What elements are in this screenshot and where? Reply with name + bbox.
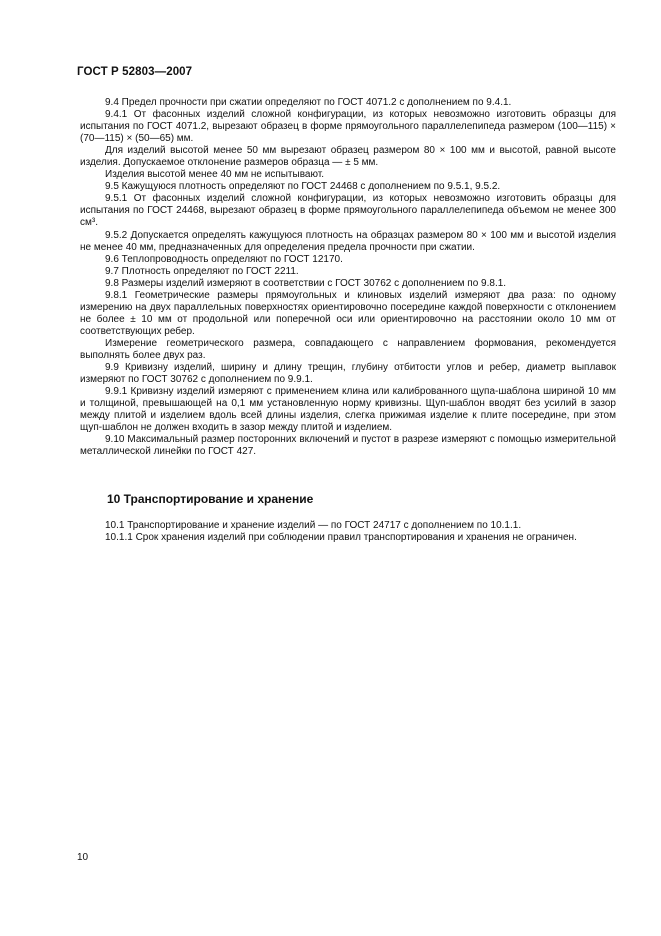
paragraph: 9.5.2 Допускается определять кажущуюся плотность на образцах размером 80 × 100 мм и высотой изделия не менее 40 мм, предназначенных для определения предела прочности при сжатии. bbox=[80, 229, 616, 253]
paragraph: 9.9.1 Кривизну изделий измеряют с применением клина или калиброванного щупа-шаблона шириной 10 мм и толщиной, превышающей на 0,1 мм установленную норму кривизны. Щуп-шаблон вводят без усилий в зазор между плитой и изделием вдоль всей длины изделия, слегка прижимая изделие к плите посередине, при этом щуп-шаблон не должен входить в зазор между плитой и изделием. bbox=[80, 386, 616, 434]
paragraph: 9.7 Плотность определяют по ГОСТ 2211. bbox=[105, 265, 299, 277]
paragraph: 9.5 Кажущуюся плотность определяют по ГОСТ 24468 с дополнением по 9.5.1, 9.5.2. bbox=[105, 181, 501, 193]
paragraph: 9.9 Кривизну изделий, ширину и длину трещин, глубину отбитости углов и ребер, диаметр выплавок измеряют по ГОСТ 30762 с дополнением по 9.9.1. bbox=[80, 362, 616, 386]
section-9-body bbox=[80, 97, 616, 458]
paragraph: 9.8.1 Геометрические размеры прямоугольных и клиновых изделий измеряют два раза: по одному измерению на двух параллельных поверхностях ориентировочно посередине каждой поверхности с отклонением не более ± 10 мм от продольной или поперечной оси или ориентировочно на расстоянии около 10 мм от соответствующих ребер. bbox=[80, 289, 616, 337]
paragraph: 9.10 Максимальный размер посторонних включений и пустот в разрезе измеряют с помощью измерительной металлической линейки по ГОСТ 427. bbox=[80, 434, 616, 458]
paragraph: 10.1 Транспортирование и хранение изделий — по ГОСТ 24717 с дополнением по 10.1.1. bbox=[105, 520, 522, 531]
section-10-title: 10 Транспортирование и хранение bbox=[107, 492, 314, 506]
paragraph: 10.1.1 Срок хранения изделий при соблюдении правил транспортирования и хранения не ограничен. bbox=[105, 532, 577, 544]
section-10-body bbox=[80, 520, 616, 544]
paragraph: Изделия высотой менее 40 мм не испытывают. bbox=[105, 169, 324, 181]
paragraph: Для изделий высотой менее 50 мм вырезают образец размером 80 × 100 мм и высотой, равной высоте изделия. Допускаемое отклонение размеров образца — ± 5 мм. bbox=[80, 145, 616, 169]
paragraph: 9.5.1 От фасонных изделий сложной конфигурации, из которых невозможно изготовить образцы для испытания по ГОСТ 24468, вырезают образец в форме прямоугольного параллелепипеда объемом не менее 300 см³. bbox=[80, 193, 616, 229]
paragraph: 9.4 Предел прочности при сжатии определяют по ГОСТ 4071.2 с дополнением по 9.4.1. bbox=[105, 97, 512, 108]
paragraph: 9.8 Размеры изделий измеряют в соответствии с ГОСТ 30762 с дополнением по 9.8.1. bbox=[105, 277, 507, 289]
page-number: 10 bbox=[77, 852, 89, 863]
paragraph: Измерение геометрического размера, совпадающего с направлением формования, рекомендуется выполнять более двух раз. bbox=[80, 337, 616, 361]
paragraph: 9.4.1 От фасонных изделий сложной конфигурации, из которых невозможно изготовить образцы для испытания по ГОСТ 4071.2, вырезают образец в форме прямоугольного параллелепипеда размером (100—115) × (70—115) × (50—65) мм. bbox=[80, 109, 616, 145]
paragraph: 9.6 Теплопроводность определяют по ГОСТ 12170. bbox=[105, 253, 343, 265]
page-header: ГОСТ Р 52803—2007 bbox=[77, 66, 193, 78]
